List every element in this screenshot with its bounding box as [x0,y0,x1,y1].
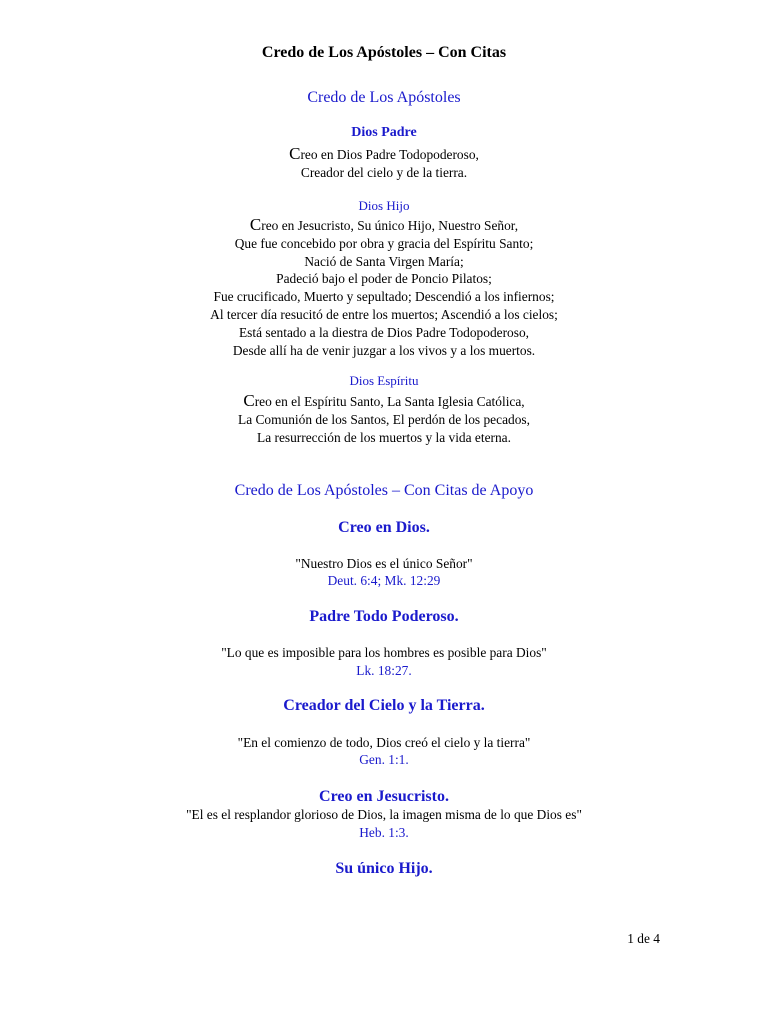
father-text [0,145,768,182]
creed-heading: Credo de Los Apóstoles [307,89,461,106]
section-reference: Deut. 6:4; Mk. 12:29 [327,573,441,588]
father-line-1: Creo en Dios Padre Todopoderoso, [289,144,479,163]
spirit-line-2: La Comunión de los Santos, El perdón de los pecados, [238,411,530,427]
section-reference: Gen. 1:1. [359,752,409,767]
section-title: Creo en Jesucristo. [319,788,449,805]
son-line-4: Padeció bajo el poder de Poncio Pilatos; [276,271,492,287]
section-title: Creador del Cielo y la Tierra. [283,697,485,714]
son-first-letter: C [249,215,262,234]
section-reference: Heb. 1:3. [359,825,409,840]
section-title: Creo en Dios. [338,519,430,536]
son-text [0,216,768,359]
section-quote: "Nuestro Dios es el único Señor" [295,556,473,571]
spirit-line-1: Creo en el Espíritu Santo, La Santa Iglesia Católica, [243,391,525,410]
father-first-letter: C [289,144,301,163]
section-title: Padre Todo Poderoso. [309,608,459,625]
spirit-label: Dios Espíritu [349,373,419,388]
son-line-1: Creo en Jesucristo, Su único Hijo, Nuestro Señor, [249,215,519,234]
spirit-text [0,392,768,446]
father-line-2: Creador del cielo y de la tierra. [300,164,468,180]
section-quote: "El es el resplandor glorioso de Dios, la imagen misma de lo que Dios es" [186,807,582,822]
section-reference: Lk. 18:27. [356,663,412,678]
section-title: Su único Hijo. [335,860,433,877]
son-line-5: Fue crucificado, Muerto y sepultado; Descendió a los infiernos; [213,289,555,305]
spirit-line-3: La resurrección de los muertos y la vida eterna. [257,429,511,445]
section-quote: "En el comienzo de todo, Dios creó el cielo y la tierra" [237,735,531,750]
son-line-8: Desde allí ha de venir juzgar a los vivos y a los muertos. [232,342,536,358]
father-label: Dios Padre [351,125,417,140]
son-label: Dios Hijo [358,198,410,213]
son-line-3: Nació de Santa Virgen María; [304,253,464,269]
son-line-6: Al tercer día resucitó de entre los muertos; Ascendió a los cielos; [210,306,558,322]
son-line-7: Está sentado a la diestra de Dios Padre Todopoderoso, [239,324,529,340]
son-line-2: Que fue concebido por obra y gracia del Espíritu Santo; [234,235,534,251]
document-title: Credo de Los Apóstoles – Con Citas [261,44,507,61]
page-number: 1 de 4 [627,931,660,946]
spirit-first-letter: C [243,391,255,410]
support-heading: Credo de Los Apóstoles – Con Citas de Apoyo [234,482,534,499]
section-quote: "Lo que es imposible para los hombres es posible para Dios" [221,645,547,660]
